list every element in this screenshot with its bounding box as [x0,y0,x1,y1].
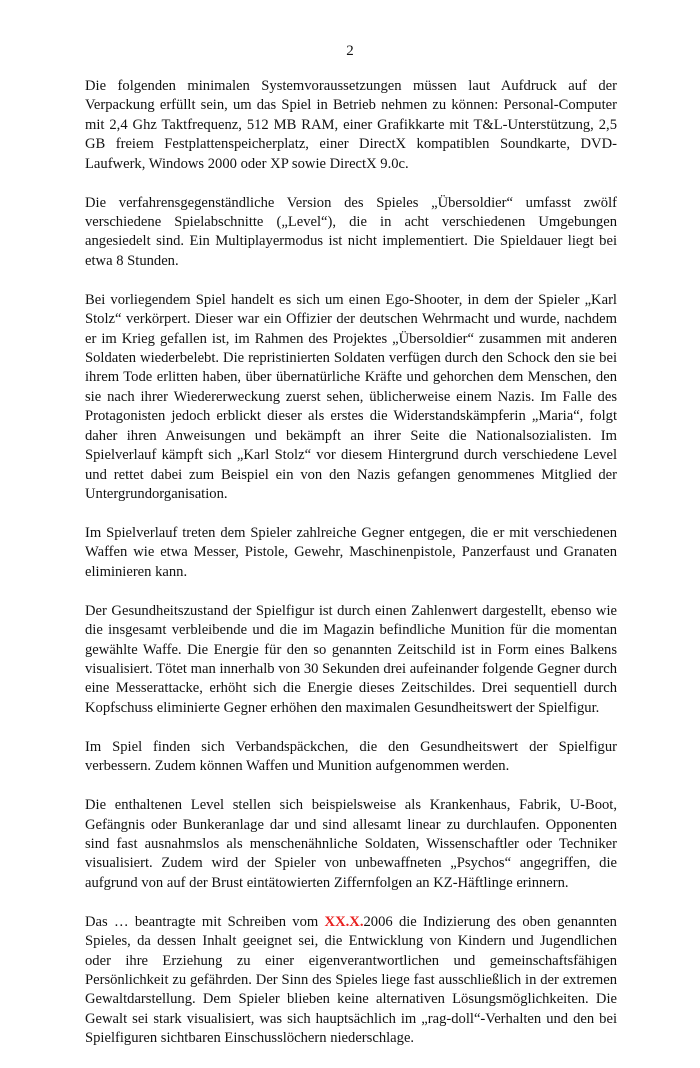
page-number: 2 [346,43,354,59]
paragraph-weapons: Im Spielverlauf treten dem Spieler zahlreiche Gegner entgegen, die er mit verschiedenen Waffen wie etwa Messer, Pistole, Gewehr, Maschinenpistole, Panzerfaust und Granaten eliminieren kann. [85,524,617,580]
paragraph-indexing-request [85,913,617,1049]
paragraph-levels: Die enthaltenen Level stellen sich beispielsweise als Krankenhaus, Fabrik, U-Boot, Gefängnis oder Bunkeranlage dar und sind allesamt linear zu durchlaufen. Opponenten sind fast ausnahmslos als menschenähnliche Soldaten, Wissenschaftler oder Techniker visualisiert. Zudem wird der Spieler von unbewaffneten „Psychos“ angegriffen, die aufgrund von auf der Brust eintätowierten Ziffernfolgen an KZ-Häftlinge erinnern. [85,797,617,891]
indexing-request-intro: Das … beantragte mit Schreiben vom [85,913,325,930]
paragraph-pickups: Im Spiel finden sich Verbandspäckchen, die den Gesundheitswert der Spielfigur verbessern. Zudem können Waffen und Munition aufgenommen werden. [85,738,617,775]
paragraph-game-version: Die verfahrensgegenständliche Version des Spieles „Übersoldier“ umfasst zwölf verschiedene Spielabschnitte („Level“), die in acht verschiedenen Umgebungen angesiedelt sind. Ein Multiplayermodus ist nicht implementiert. Die Spieldauer liegt bei etwa 8 Stunden. [85,194,617,269]
paragraph-story: Bei vorliegendem Spiel handelt es sich um einen Ego-Shooter, in dem der Spieler „Karl Stolz“ verkörpert. Dieser war ein Offizier der deutschen Wehrmacht und wurde, nachdem er im Krieg gefallen ist, im Rahmen des Projektes „Übersoldier“ zusammen mit anderen Soldaten wiederbelebt. Die repristinierten Soldaten verfügen durch den Schock den sie bei ihrem Tode erlitten haben, über übernatürliche Kräfte und gehorchen dem Menschen, den sie nach ihrer Wiedererweckung zuerst sehen, üblicherweise einem Nazis. Im Falle des Protagonisten jedoch erblickt dieser als erstes die Widerstandskämpferin „Maria“, folgt daher ihren Anweisungen und bekämpft an ihrer Seite die Nationalsozialisten. Im Spielverlauf kämpft sich „Karl Stolz“ vor diesem Hintergrund durch verschiedene Level und rettet dabei zum Beispiel ein von den Nazis gefangen genommenes Mitglied der Untergrundorganisation. [85,291,617,502]
paragraph-system-requirements: Die folgenden minimalen Systemvoraussetzungen müssen laut Aufdruck auf der Verpackung erfüllt sein, um das Spiel in Betrieb nehmen zu können: Personal-Computer mit 2,4 Ghz Taktfrequenz, 512 MB RAM, einer Grafikkarte mit T&L-Unterstützung, 2,5 GB freiem Festplattenspeicherplatz, einer DirectX kompatiblen Soundkarte, DVD-Laufwerk, Windows 2000 oder XP sowie DirectX 9.0c. [85,78,617,172]
indexing-request-body: 2006 die Indizierung des oben genannten Spieles, da dessen Inhalt geeignet sei, die Entwicklung von Kindern und Jugendlichen oder ihre Erziehung zu einer eigenverantwortlichen und gemeinschaftsfähigen Persönlichkeit zu gefährden. Der Sinn des Spieles liege fast ausschließlich in der extremen Gewaltdarstellung. Dem Spieler blieben keine alternativen Lösungsmöglichkeiten. Die Gewalt sei stark visualisiert, was sich hauptsächlich im „rag-doll“-Verhalten und den bei Spielfiguren sichtbaren Einschusslöchern niederschlage. [85,913,617,1047]
redacted-date: XX.X. [324,913,364,930]
body-text [85,77,617,1068]
paragraph-health-display: Der Gesundheitszustand der Spielfigur ist durch einen Zahlenwert dargestellt, ebenso wie die insgesamt verbleibende und die im Magazin befindliche Munition für die momentan gewählte Waffe. Die Energie für den so genannten Zeitschild ist in Form eines Balkens visualisiert. Tötet man innerhalb von 30 Sekunden drei aufeinander folgende Gegner durch eine Messerattacke, erhöht sich die Energie dieses Zeitschildes. Drei sequentiell durch Kopfschuss eliminierte Gegner erhöhen den maximalen Gesundheitswert der Spielfigur. [85,602,617,716]
